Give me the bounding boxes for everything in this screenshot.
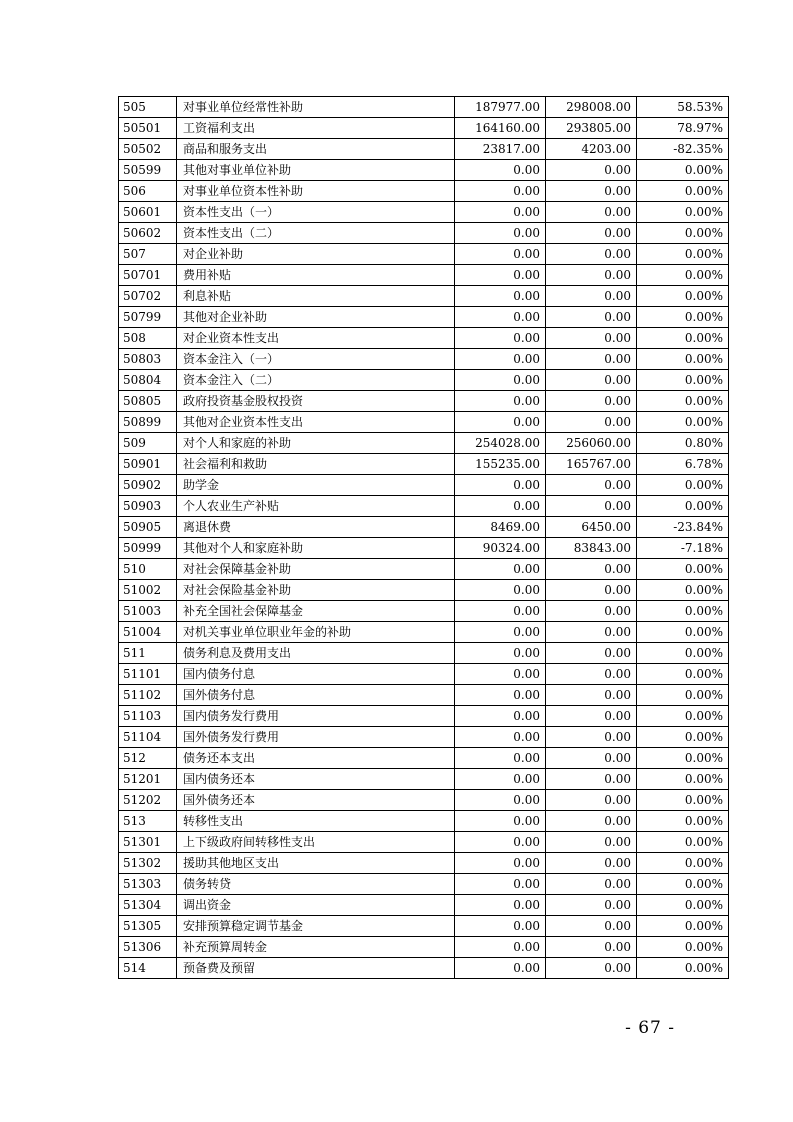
value-curr-cell: 165767.00 [546,454,637,475]
value-prev-cell: 0.00 [455,874,546,895]
value-prev-cell: 155235.00 [455,454,546,475]
change-pct-cell: 0.00% [637,832,729,853]
table-row [119,538,729,559]
table-row [119,244,729,265]
value-prev-cell: 0.00 [455,769,546,790]
name-cell: 利息补贴 [177,286,455,307]
value-prev-cell: 0.00 [455,328,546,349]
value-curr-cell: 256060.00 [546,433,637,454]
value-curr-cell: 0.00 [546,790,637,811]
value-curr-cell: 0.00 [546,202,637,223]
value-curr-cell: 0.00 [546,748,637,769]
value-curr-cell: 83843.00 [546,538,637,559]
code-cell: 50805 [119,391,177,412]
name-cell: 对社会保障基金补助 [177,559,455,580]
table-row [119,307,729,328]
value-prev-cell: 0.00 [455,580,546,601]
change-pct-cell: 0.00% [637,265,729,286]
table-row [119,853,729,874]
value-prev-cell: 0.00 [455,349,546,370]
change-pct-cell: 78.97% [637,118,729,139]
code-cell: 50799 [119,307,177,328]
change-pct-cell: 0.00% [637,580,729,601]
code-cell: 51003 [119,601,177,622]
code-cell: 50899 [119,412,177,433]
change-pct-cell: 0.00% [637,412,729,433]
code-cell: 51305 [119,916,177,937]
name-cell: 其他对事业单位补助 [177,160,455,181]
name-cell: 国外债务付息 [177,685,455,706]
value-curr-cell: 0.00 [546,811,637,832]
change-pct-cell: 0.00% [637,307,729,328]
name-cell: 对事业单位资本性补助 [177,181,455,202]
value-curr-cell: 0.00 [546,349,637,370]
value-curr-cell: 4203.00 [546,139,637,160]
code-cell: 50501 [119,118,177,139]
table-row [119,895,729,916]
value-curr-cell: 0.00 [546,160,637,181]
value-curr-cell: 0.00 [546,412,637,433]
change-pct-cell: 0.00% [637,559,729,580]
name-cell: 国外债务还本 [177,790,455,811]
table-row [119,328,729,349]
value-curr-cell: 0.00 [546,370,637,391]
value-curr-cell: 0.00 [546,559,637,580]
change-pct-cell: 0.00% [637,958,729,979]
table-row [119,559,729,580]
change-pct-cell: 0.00% [637,349,729,370]
name-cell: 费用补贴 [177,265,455,286]
table-row [119,160,729,181]
change-pct-cell: 0.00% [637,916,729,937]
value-prev-cell: 0.00 [455,496,546,517]
code-cell: 51301 [119,832,177,853]
value-curr-cell: 0.00 [546,496,637,517]
code-cell: 505 [119,97,177,118]
name-cell: 对事业单位经常性补助 [177,97,455,118]
code-cell: 511 [119,643,177,664]
name-cell: 商品和服务支出 [177,139,455,160]
value-prev-cell: 8469.00 [455,517,546,538]
code-cell: 50502 [119,139,177,160]
table-row [119,727,729,748]
name-cell: 资本性支出（一） [177,202,455,223]
value-curr-cell: 298008.00 [546,97,637,118]
change-pct-cell: 0.00% [637,328,729,349]
change-pct-cell: 0.00% [637,769,729,790]
value-prev-cell: 0.00 [455,685,546,706]
code-cell: 50601 [119,202,177,223]
change-pct-cell: 0.00% [637,370,729,391]
value-prev-cell: 0.00 [455,265,546,286]
change-pct-cell: 0.00% [637,622,729,643]
table-row [119,685,729,706]
value-prev-cell: 0.00 [455,622,546,643]
value-prev-cell: 0.00 [455,790,546,811]
name-cell: 资本金注入（二） [177,370,455,391]
value-curr-cell: 0.00 [546,727,637,748]
table-row [119,517,729,538]
value-prev-cell: 0.00 [455,748,546,769]
name-cell: 转移性支出 [177,811,455,832]
value-prev-cell: 0.00 [455,475,546,496]
name-cell: 对企业补助 [177,244,455,265]
page-number: - 67 - [625,1018,675,1038]
table-row [119,433,729,454]
code-cell: 50701 [119,265,177,286]
name-cell: 预备费及预留 [177,958,455,979]
name-cell: 对企业资本性支出 [177,328,455,349]
value-curr-cell: 0.00 [546,769,637,790]
code-cell: 51103 [119,706,177,727]
value-curr-cell: 0.00 [546,685,637,706]
value-curr-cell: 0.00 [546,853,637,874]
code-cell: 50602 [119,223,177,244]
value-curr-cell: 0.00 [546,832,637,853]
change-pct-cell: 6.78% [637,454,729,475]
change-pct-cell: 0.00% [637,223,729,244]
name-cell: 对社会保险基金补助 [177,580,455,601]
change-pct-cell: 0.00% [637,202,729,223]
value-curr-cell: 0.00 [546,622,637,643]
code-cell: 50702 [119,286,177,307]
value-prev-cell: 0.00 [455,202,546,223]
value-curr-cell: 0.00 [546,244,637,265]
code-cell: 51306 [119,937,177,958]
table-row [119,139,729,160]
value-curr-cell: 0.00 [546,265,637,286]
table-row [119,202,729,223]
table-row [119,643,729,664]
change-pct-cell: 0.80% [637,433,729,454]
table-row [119,475,729,496]
name-cell: 其他对个人和家庭补助 [177,538,455,559]
table-row [119,265,729,286]
code-cell: 50803 [119,349,177,370]
table-row [119,769,729,790]
table-row [119,349,729,370]
name-cell: 助学金 [177,475,455,496]
code-cell: 51302 [119,853,177,874]
value-curr-cell: 0.00 [546,391,637,412]
value-curr-cell: 0.00 [546,937,637,958]
table-row [119,391,729,412]
change-pct-cell: 0.00% [637,706,729,727]
name-cell: 政府投资基金股权投资 [177,391,455,412]
name-cell: 国内债务发行费用 [177,706,455,727]
code-cell: 50999 [119,538,177,559]
name-cell: 债务利息及费用支出 [177,643,455,664]
name-cell: 其他对企业补助 [177,307,455,328]
code-cell: 513 [119,811,177,832]
code-cell: 51102 [119,685,177,706]
value-prev-cell: 0.00 [455,286,546,307]
name-cell: 债务还本支出 [177,748,455,769]
name-cell: 资本金注入（一） [177,349,455,370]
name-cell: 国内债务付息 [177,664,455,685]
code-cell: 51303 [119,874,177,895]
value-prev-cell: 0.00 [455,895,546,916]
name-cell: 援助其他地区支出 [177,853,455,874]
change-pct-cell: 0.00% [637,160,729,181]
value-prev-cell: 0.00 [455,811,546,832]
code-cell: 512 [119,748,177,769]
table-row [119,937,729,958]
code-cell: 51004 [119,622,177,643]
value-prev-cell: 0.00 [455,937,546,958]
table-row [119,832,729,853]
name-cell: 补充预算周转金 [177,937,455,958]
value-prev-cell: 0.00 [455,559,546,580]
value-prev-cell: 0.00 [455,916,546,937]
name-cell: 上下级政府间转移性支出 [177,832,455,853]
change-pct-cell: 0.00% [637,664,729,685]
value-prev-cell: 0.00 [455,706,546,727]
value-curr-cell: 6450.00 [546,517,637,538]
table-row [119,454,729,475]
value-prev-cell: 0.00 [455,643,546,664]
table-row [119,181,729,202]
table-row [119,706,729,727]
code-cell: 514 [119,958,177,979]
code-cell: 507 [119,244,177,265]
value-curr-cell: 0.00 [546,328,637,349]
value-curr-cell: 0.00 [546,874,637,895]
table-row [119,97,729,118]
value-curr-cell: 0.00 [546,601,637,622]
value-prev-cell: 0.00 [455,391,546,412]
name-cell: 社会福利和救助 [177,454,455,475]
table-row [119,412,729,433]
change-pct-cell: 0.00% [637,937,729,958]
value-prev-cell: 23817.00 [455,139,546,160]
table-row [119,622,729,643]
value-prev-cell: 0.00 [455,601,546,622]
code-cell: 51002 [119,580,177,601]
code-cell: 50599 [119,160,177,181]
table-row [119,958,729,979]
code-cell: 50903 [119,496,177,517]
name-cell: 国内债务还本 [177,769,455,790]
table-body [119,97,729,979]
change-pct-cell: 0.00% [637,244,729,265]
value-prev-cell: 0.00 [455,664,546,685]
name-cell: 债务转贷 [177,874,455,895]
code-cell: 51304 [119,895,177,916]
value-prev-cell: 254028.00 [455,433,546,454]
change-pct-cell: -23.84% [637,517,729,538]
budget-table [118,96,729,979]
name-cell: 个人农业生产补贴 [177,496,455,517]
change-pct-cell: 0.00% [637,748,729,769]
change-pct-cell: 0.00% [637,391,729,412]
value-prev-cell: 0.00 [455,181,546,202]
table-row [119,370,729,391]
code-cell: 50905 [119,517,177,538]
table-row [119,748,729,769]
change-pct-cell: 58.53% [637,97,729,118]
change-pct-cell: 0.00% [637,874,729,895]
value-prev-cell: 0.00 [455,370,546,391]
value-prev-cell: 0.00 [455,307,546,328]
table-row [119,223,729,244]
table-row [119,496,729,517]
table-row [119,790,729,811]
table-row [119,916,729,937]
code-cell: 50901 [119,454,177,475]
code-cell: 50804 [119,370,177,391]
value-curr-cell: 0.00 [546,475,637,496]
change-pct-cell: -7.18% [637,538,729,559]
change-pct-cell: 0.00% [637,895,729,916]
code-cell: 51202 [119,790,177,811]
value-prev-cell: 0.00 [455,412,546,433]
value-prev-cell: 0.00 [455,958,546,979]
name-cell: 补充全国社会保障基金 [177,601,455,622]
value-prev-cell: 0.00 [455,160,546,181]
value-curr-cell: 0.00 [546,958,637,979]
change-pct-cell: -82.35% [637,139,729,160]
value-prev-cell: 0.00 [455,223,546,244]
table-row [119,874,729,895]
value-curr-cell: 0.00 [546,223,637,244]
value-curr-cell: 0.00 [546,706,637,727]
value-prev-cell: 0.00 [455,853,546,874]
table-row [119,580,729,601]
change-pct-cell: 0.00% [637,727,729,748]
name-cell: 对个人和家庭的补助 [177,433,455,454]
name-cell: 安排预算稳定调节基金 [177,916,455,937]
code-cell: 51201 [119,769,177,790]
value-curr-cell: 0.00 [546,580,637,601]
change-pct-cell: 0.00% [637,853,729,874]
change-pct-cell: 0.00% [637,790,729,811]
value-curr-cell: 0.00 [546,664,637,685]
change-pct-cell: 0.00% [637,286,729,307]
change-pct-cell: 0.00% [637,811,729,832]
code-cell: 51104 [119,727,177,748]
name-cell: 国外债务发行费用 [177,727,455,748]
value-curr-cell: 293805.00 [546,118,637,139]
change-pct-cell: 0.00% [637,643,729,664]
value-prev-cell: 0.00 [455,244,546,265]
value-curr-cell: 0.00 [546,307,637,328]
code-cell: 50902 [119,475,177,496]
table-row [119,811,729,832]
change-pct-cell: 0.00% [637,475,729,496]
value-curr-cell: 0.00 [546,181,637,202]
name-cell: 资本性支出（二） [177,223,455,244]
name-cell: 其他对企业资本性支出 [177,412,455,433]
code-cell: 51101 [119,664,177,685]
name-cell: 工资福利支出 [177,118,455,139]
value-prev-cell: 187977.00 [455,97,546,118]
table-row [119,601,729,622]
value-prev-cell: 0.00 [455,727,546,748]
value-prev-cell: 90324.00 [455,538,546,559]
change-pct-cell: 0.00% [637,685,729,706]
table-row [119,664,729,685]
name-cell: 对机关事业单位职业年金的补助 [177,622,455,643]
table-row [119,118,729,139]
name-cell: 离退休费 [177,517,455,538]
change-pct-cell: 0.00% [637,496,729,517]
table-row [119,286,729,307]
name-cell: 调出资金 [177,895,455,916]
code-cell: 509 [119,433,177,454]
value-curr-cell: 0.00 [546,643,637,664]
value-prev-cell: 0.00 [455,832,546,853]
change-pct-cell: 0.00% [637,601,729,622]
code-cell: 510 [119,559,177,580]
value-prev-cell: 164160.00 [455,118,546,139]
code-cell: 506 [119,181,177,202]
value-curr-cell: 0.00 [546,286,637,307]
change-pct-cell: 0.00% [637,181,729,202]
code-cell: 508 [119,328,177,349]
value-curr-cell: 0.00 [546,916,637,937]
value-curr-cell: 0.00 [546,895,637,916]
